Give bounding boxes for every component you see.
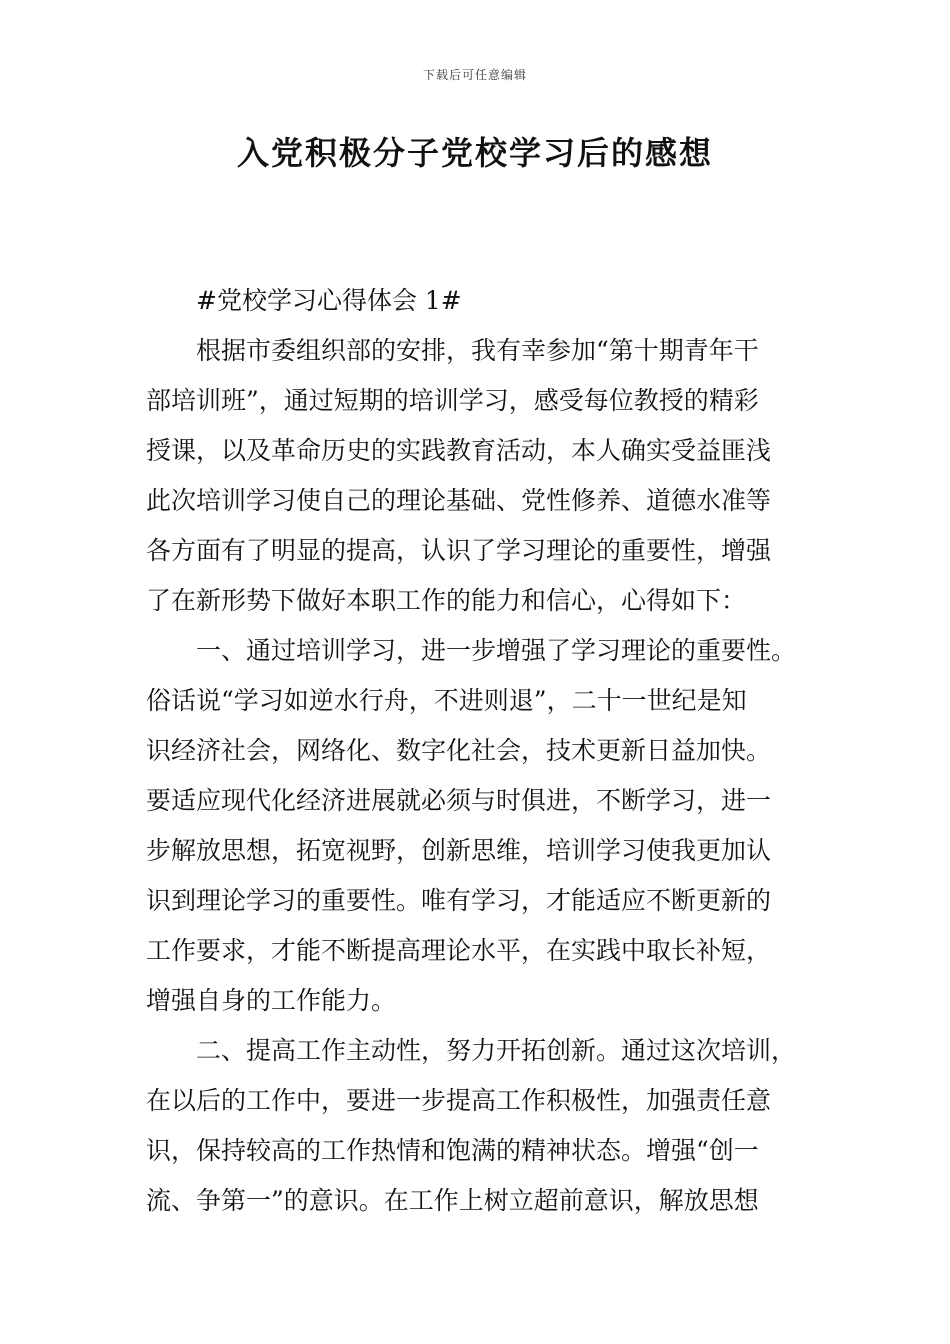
- body-line: 增强自身的工作能力。: [146, 986, 397, 1015]
- body-line: 在以后的工作中，要进一步提高工作积极性，加强责任意: [146, 1086, 772, 1115]
- body-line: 工作要求，才能不断提高理论水平，在实践中取长补短，: [146, 936, 772, 965]
- body-line: 流、争第一”的意识。在工作上树立超前意识，解放思想: [146, 1186, 759, 1215]
- body-line: 二、提高工作主动性，努力开拓创新。通过这次培训，: [196, 1036, 797, 1065]
- body-line: 识经济社会，网络化、数字化社会，技术更新日益加快。: [146, 736, 772, 765]
- body-line: 部培训班”，通过短期的培训学习，感受每位教授的精彩: [146, 386, 759, 415]
- body-line: 一、通过培训学习，进一步增强了学习理论的重要性。: [196, 636, 797, 665]
- body-line: 各方面有了明显的提高，认识了学习理论的重要性，增强: [146, 536, 772, 565]
- document-title: 入党积极分子党校学习后的感想: [236, 134, 713, 172]
- body-line: 此次培训学习使自己的理论基础、党性修养、道德水准等: [146, 486, 772, 515]
- header-note: 下载后可任意编辑: [422, 68, 527, 82]
- body-line: 根据市委组织部的安排，我有幸参加“第十期青年干: [196, 336, 759, 365]
- body-line: 要适应现代化经济进展就必须与时俱进，不断学习，进一: [146, 786, 772, 815]
- body-line: 了在新形势下做好本职工作的能力和信心，心得如下：: [146, 586, 747, 615]
- body-line: 步解放思想，拓宽视野，创新思维，培训学习使我更加认: [146, 836, 772, 865]
- body-line: 俗话说“学习如逆水行舟，不进则退”，二十一世纪是知: [146, 686, 747, 715]
- body-line: 识，保持较高的工作热情和饱满的精神状态。增强“创一: [146, 1136, 759, 1165]
- body-line: #党校学习心得体会 1#: [196, 286, 462, 315]
- body-line: 识到理论学习的重要性。唯有学习，才能适应不断更新的: [146, 886, 772, 915]
- body-line: 授课，以及革命历史的实践教育活动，本人确实受益匪浅: [146, 436, 772, 465]
- document-body: [146, 276, 822, 1226]
